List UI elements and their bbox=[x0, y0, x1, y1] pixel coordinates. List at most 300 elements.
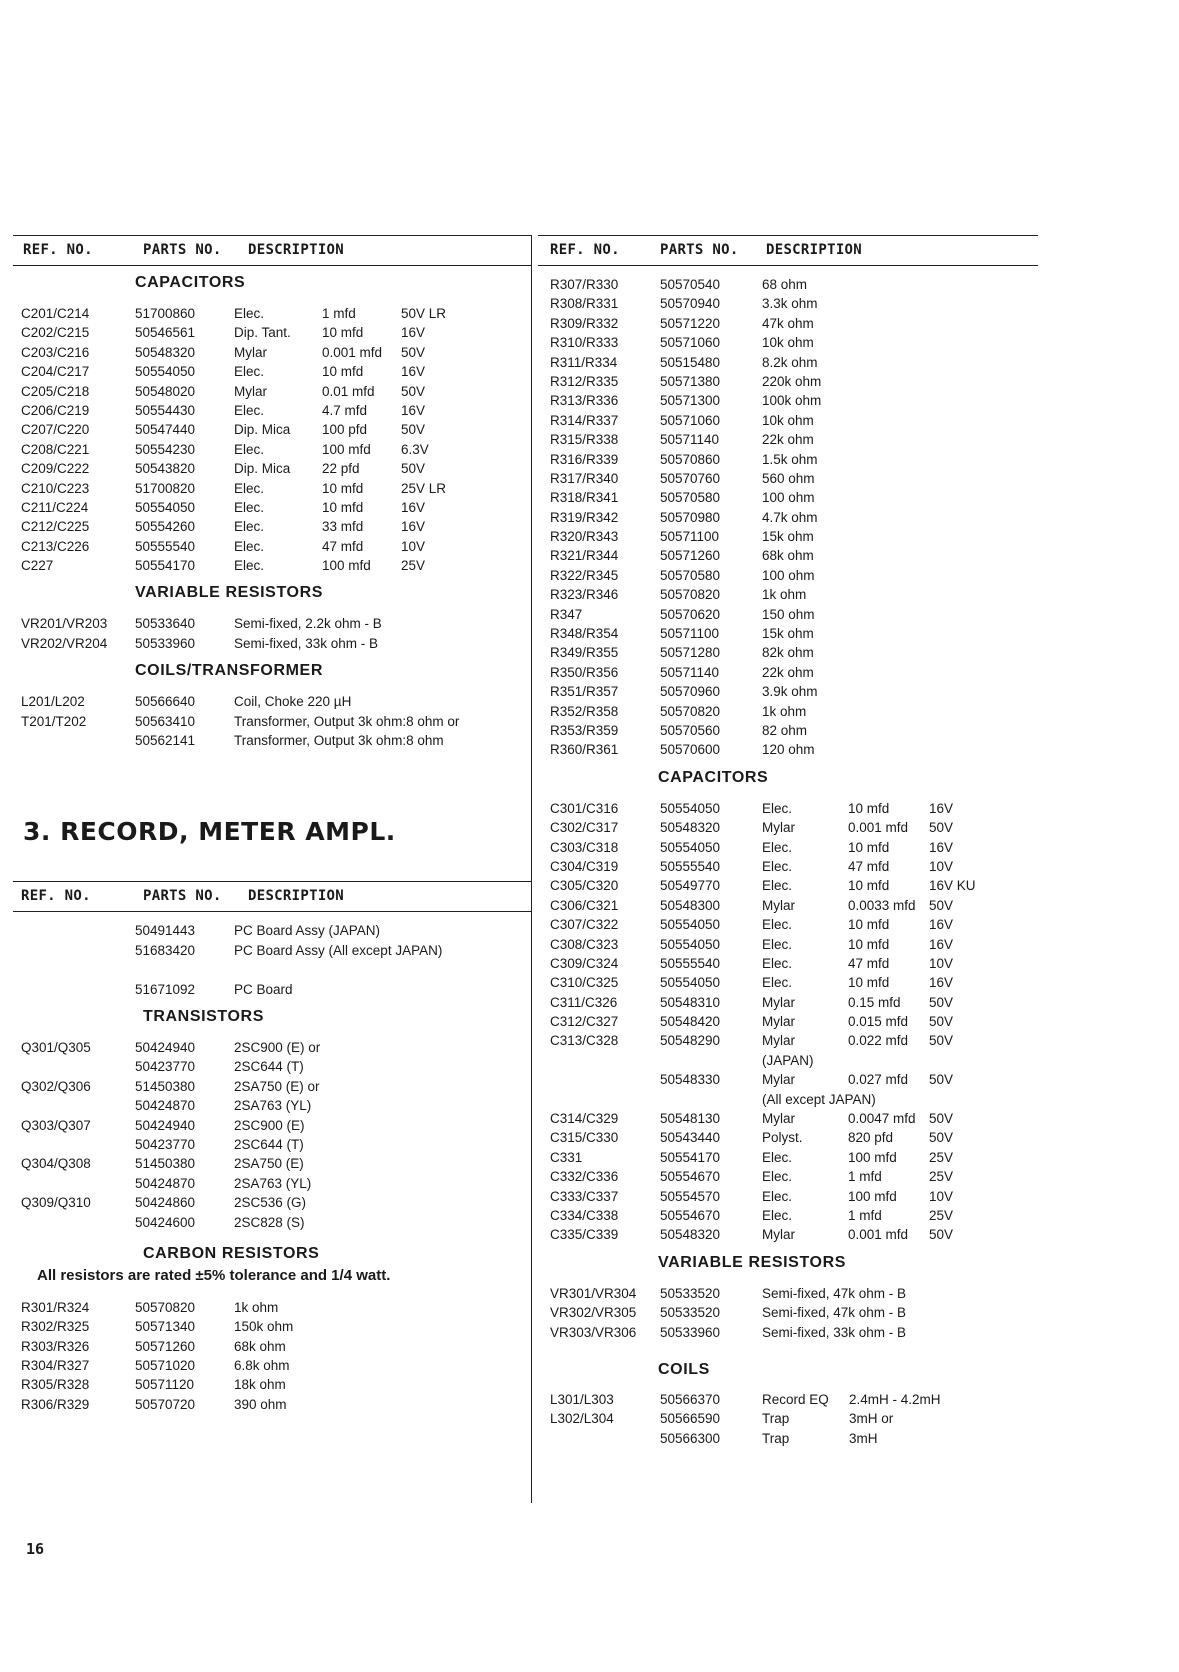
ref-no: C208/C221 bbox=[21, 441, 90, 457]
part-no: 50562141 bbox=[135, 733, 196, 749]
value: 10 mfd bbox=[848, 917, 890, 933]
page-number: 16 bbox=[26, 1540, 45, 1558]
ref-no: R321/R344 bbox=[550, 548, 619, 564]
table-row bbox=[538, 916, 1038, 935]
ref-no: Q303/Q307 bbox=[21, 1117, 91, 1133]
part-no: 50571300 bbox=[660, 393, 721, 409]
value: 0.022 mfd bbox=[848, 1033, 909, 1049]
rating: 50V bbox=[929, 1130, 954, 1146]
description: Elec. bbox=[762, 800, 793, 816]
table-row bbox=[13, 961, 531, 980]
value: 0.027 mfd bbox=[848, 1072, 909, 1088]
part-no: 50533640 bbox=[135, 616, 196, 632]
section-title: TRANSISTORS bbox=[143, 1007, 264, 1025]
part-no: 51683420 bbox=[135, 942, 196, 958]
part-no: 50548330 bbox=[660, 1072, 721, 1088]
value: 0.01 mfd bbox=[322, 383, 375, 399]
part-no: 50570760 bbox=[660, 470, 721, 486]
table-row bbox=[13, 713, 531, 732]
part-no: 50554170 bbox=[135, 558, 196, 574]
ref-no: C227 bbox=[21, 558, 54, 574]
table-row bbox=[538, 1207, 1038, 1226]
description: 220k ohm bbox=[762, 373, 822, 389]
part-no: 50548020 bbox=[135, 383, 196, 399]
value: 10 mfd bbox=[322, 325, 364, 341]
ref-no: R303/R326 bbox=[21, 1338, 90, 1354]
ref-no: C301/C316 bbox=[550, 800, 619, 816]
rating: 16V bbox=[929, 800, 954, 816]
table-row bbox=[13, 305, 531, 324]
part-no: 50424860 bbox=[135, 1195, 196, 1211]
part-no: 50555540 bbox=[135, 538, 196, 554]
table-row bbox=[538, 276, 1038, 295]
ref-no: C311/C326 bbox=[550, 994, 618, 1010]
value: 0.015 mfd bbox=[848, 1014, 909, 1030]
table-row bbox=[538, 489, 1038, 508]
description: Mylar bbox=[762, 1227, 795, 1243]
left-column bbox=[13, 235, 531, 1415]
description: Elec. bbox=[762, 878, 793, 894]
rating: 50V bbox=[929, 994, 954, 1010]
left-top-sections bbox=[13, 266, 531, 751]
description: 2SC828 (S) bbox=[234, 1214, 305, 1230]
table-row bbox=[13, 421, 531, 440]
header-parts: PARTS NO. bbox=[143, 888, 222, 905]
part-no: 50554230 bbox=[135, 441, 196, 457]
part-no: 50548300 bbox=[660, 897, 721, 913]
ref-no: R315/R338 bbox=[550, 432, 619, 448]
rating: 6.3V bbox=[401, 441, 429, 457]
ref-no: C312/C327 bbox=[550, 1014, 619, 1030]
description: Elec. bbox=[762, 917, 793, 933]
table-row bbox=[538, 722, 1038, 741]
value: 10 mfd bbox=[848, 936, 890, 952]
part-no: 50571340 bbox=[135, 1319, 196, 1335]
ref-no: R322/R345 bbox=[550, 567, 619, 583]
part-no: 50570820 bbox=[135, 1299, 196, 1315]
table-row bbox=[13, 1194, 531, 1213]
table-row bbox=[538, 1013, 1038, 1032]
description: 2SA750 (E) or bbox=[234, 1078, 320, 1094]
description: Elec. bbox=[234, 402, 265, 418]
ref-no: VR202/VR204 bbox=[21, 635, 108, 651]
description: Semi-fixed, 33k ohm - B bbox=[762, 1324, 907, 1340]
description: Elec. bbox=[234, 480, 265, 496]
description: Elec. bbox=[762, 1188, 793, 1204]
header-ref: REF. NO. bbox=[23, 242, 93, 258]
rating: 16V bbox=[401, 499, 426, 515]
table-row bbox=[13, 1396, 531, 1415]
table-row bbox=[538, 528, 1038, 547]
part-no: 50571140 bbox=[660, 664, 720, 680]
table-row bbox=[13, 538, 531, 557]
description: 2SC644 (T) bbox=[234, 1136, 304, 1152]
description: 100k ohm bbox=[762, 393, 822, 409]
part-no: 50554670 bbox=[660, 1169, 721, 1185]
part-no: 51671092 bbox=[135, 981, 196, 997]
rating: 25V LR bbox=[401, 480, 447, 496]
section-title: VARIABLE RESISTORS bbox=[135, 584, 324, 602]
part-no: 50571260 bbox=[660, 548, 721, 564]
ref-no: C335/C339 bbox=[550, 1227, 619, 1243]
description: 100 ohm bbox=[762, 490, 815, 506]
ref-no: C305/C320 bbox=[550, 878, 619, 894]
table-row bbox=[538, 373, 1038, 392]
section-title: COILS bbox=[658, 1360, 710, 1378]
description: Elec. bbox=[762, 1207, 793, 1223]
ref-no: R305/R328 bbox=[21, 1377, 90, 1393]
part-no: 50548130 bbox=[660, 1111, 721, 1127]
description: Elec. bbox=[234, 519, 265, 535]
part-no: 50554670 bbox=[660, 1207, 721, 1223]
part-no: 50570620 bbox=[660, 606, 721, 622]
table-row bbox=[538, 625, 1038, 644]
rating: 10V bbox=[929, 858, 954, 874]
description: Polyst. bbox=[762, 1130, 803, 1146]
value: 100 mfd bbox=[848, 1188, 897, 1204]
value: 10 mfd bbox=[848, 975, 890, 991]
table-row bbox=[538, 819, 1038, 838]
description: Elec. bbox=[762, 1169, 793, 1185]
value: 100 pfd bbox=[322, 422, 368, 438]
description: PC Board bbox=[234, 981, 293, 997]
table-row bbox=[538, 1226, 1038, 1245]
description: Mylar bbox=[234, 344, 267, 360]
ref-no: R301/R324 bbox=[21, 1299, 90, 1315]
part-no: 50571220 bbox=[660, 315, 721, 331]
description: Dip. Mica bbox=[234, 461, 291, 477]
table-row bbox=[13, 1155, 531, 1174]
header-desc: DESCRIPTION bbox=[248, 888, 345, 905]
description: PC Board Assy (JAPAN) bbox=[234, 923, 381, 939]
description: 1k ohm bbox=[762, 703, 807, 719]
description: Elec. bbox=[762, 955, 793, 971]
description: Elec. bbox=[762, 1149, 793, 1165]
ref-no: C210/C223 bbox=[21, 480, 90, 496]
description: 82 ohm bbox=[762, 722, 808, 738]
part-no: 50548420 bbox=[660, 1014, 721, 1030]
description: 2SC536 (G) bbox=[234, 1195, 307, 1211]
header-parts: PARTS NO. bbox=[143, 242, 222, 258]
transistor-list bbox=[13, 1039, 531, 1233]
ref-no: R311/R334 bbox=[550, 354, 618, 370]
table-row bbox=[13, 1338, 531, 1357]
description: 68k ohm bbox=[762, 548, 814, 564]
table-row bbox=[13, 441, 531, 460]
part-no: 50570560 bbox=[660, 722, 721, 738]
part-no: 50549770 bbox=[660, 878, 721, 894]
ref-no: C333/C337 bbox=[550, 1188, 619, 1204]
part-no: 50548290 bbox=[660, 1033, 721, 1049]
part-no: 50555540 bbox=[660, 955, 721, 971]
table-row bbox=[13, 1058, 531, 1077]
value: 100 mfd bbox=[322, 558, 371, 574]
description: Mylar bbox=[762, 994, 795, 1010]
section3-title: 3. RECORD, METER AMPL. bbox=[23, 817, 396, 847]
table-row bbox=[538, 1091, 1038, 1110]
table-row bbox=[538, 392, 1038, 411]
ref-no: C304/C319 bbox=[550, 858, 619, 874]
part-no: 50570600 bbox=[660, 742, 721, 758]
table-header-section3 bbox=[13, 881, 531, 912]
ref-no: R310/R333 bbox=[550, 335, 619, 351]
description: Mylar bbox=[234, 383, 267, 399]
ref-no: C203/C216 bbox=[21, 344, 90, 360]
table-row bbox=[538, 974, 1038, 993]
table-row bbox=[13, 1214, 531, 1233]
rating: 10V bbox=[401, 538, 426, 554]
variable-resistor-list bbox=[538, 1285, 1038, 1343]
rating: 25V bbox=[401, 558, 426, 574]
rating: 10V bbox=[929, 955, 954, 971]
part-no: 51700860 bbox=[135, 306, 196, 321]
rating: 25V bbox=[929, 1207, 954, 1223]
right-column bbox=[538, 235, 1038, 1449]
ref-no: Q304/Q308 bbox=[21, 1156, 91, 1172]
value: 0.0047 mfd bbox=[848, 1111, 916, 1127]
description: Semi-fixed, 2.2k ohm - B bbox=[234, 616, 382, 632]
description: Mylar bbox=[762, 1033, 795, 1049]
rating: 50V bbox=[401, 383, 426, 399]
part-no: 50423770 bbox=[135, 1136, 196, 1152]
header-ref: REF. NO. bbox=[550, 242, 620, 258]
ref-no: C201/C214 bbox=[21, 306, 90, 321]
table-row bbox=[538, 994, 1038, 1013]
rating: 16V bbox=[401, 325, 426, 341]
part-no: 51450380 bbox=[135, 1156, 196, 1172]
table-row bbox=[13, 1117, 531, 1136]
ref-no: R307/R330 bbox=[550, 277, 619, 292]
description: Semi-fixed, 33k ohm - B bbox=[234, 635, 379, 651]
table-row bbox=[538, 586, 1038, 605]
section-title: CAPACITORS bbox=[135, 274, 246, 291]
ref-no: C332/C336 bbox=[550, 1169, 619, 1185]
table-row bbox=[13, 1039, 531, 1058]
table-row bbox=[538, 567, 1038, 586]
ref-no: C212/C225 bbox=[21, 519, 90, 535]
table-row bbox=[13, 1097, 531, 1116]
value: 0.001 mfd bbox=[322, 344, 383, 360]
description: 82k ohm bbox=[762, 645, 814, 661]
value: 22 pfd bbox=[322, 461, 360, 477]
description: Mylar bbox=[762, 1014, 795, 1030]
table-row bbox=[538, 295, 1038, 314]
table-row bbox=[13, 480, 531, 499]
description: Dip. Mica bbox=[234, 422, 291, 438]
rating: 16V bbox=[401, 519, 426, 535]
description: 1k ohm bbox=[234, 1299, 279, 1315]
description: 22k ohm bbox=[762, 664, 814, 680]
description: 1k ohm bbox=[762, 587, 807, 603]
ref-no: R312/R335 bbox=[550, 373, 619, 389]
table-row bbox=[538, 1391, 1038, 1410]
description: Elec. bbox=[762, 975, 793, 991]
ref-no: C209/C222 bbox=[21, 461, 90, 477]
description: Trap bbox=[762, 1430, 790, 1446]
ref-no: C204/C217 bbox=[21, 364, 90, 380]
header-ref: REF. NO. bbox=[21, 888, 91, 905]
description: PC Board Assy (All except JAPAN) bbox=[234, 942, 443, 958]
part-no: 50548320 bbox=[660, 820, 721, 836]
ref-no: T201/T202 bbox=[21, 713, 87, 729]
ref-no: C307/C322 bbox=[550, 917, 619, 933]
rating: 16V bbox=[929, 975, 954, 991]
description: Elec. bbox=[234, 538, 265, 554]
coil-list bbox=[538, 1391, 1038, 1449]
table-row bbox=[538, 664, 1038, 683]
ref-no: VR201/VR203 bbox=[21, 616, 108, 632]
table-header-left bbox=[13, 235, 531, 266]
value: 1 mfd bbox=[322, 306, 356, 321]
ref-no: R320/R343 bbox=[550, 529, 619, 545]
value: 10 mfd bbox=[848, 839, 890, 855]
ref-no: R317/R340 bbox=[550, 470, 619, 486]
header-desc: DESCRIPTION bbox=[248, 242, 345, 258]
value: 47 mfd bbox=[848, 858, 890, 874]
rating: 50V bbox=[929, 1072, 954, 1088]
value: 4.7 mfd bbox=[322, 402, 368, 418]
table-row bbox=[13, 460, 531, 479]
part-no: 50543440 bbox=[660, 1130, 721, 1146]
value: 47 mfd bbox=[848, 955, 890, 971]
table-row bbox=[538, 451, 1038, 470]
table-row bbox=[538, 1071, 1038, 1090]
description: 47k ohm bbox=[762, 315, 814, 331]
part-no: 50424870 bbox=[135, 1098, 196, 1114]
value: 10 mfd bbox=[848, 800, 890, 816]
resistor-list bbox=[538, 276, 1038, 761]
description: Transformer, Output 3k ohm:8 ohm or bbox=[234, 713, 460, 729]
ref-no: R308/R331 bbox=[550, 296, 619, 312]
ref-no: R349/R355 bbox=[550, 645, 619, 661]
description: Semi-fixed, 47k ohm - B bbox=[762, 1305, 907, 1321]
table-row bbox=[13, 981, 531, 1000]
part-no: 50571260 bbox=[135, 1338, 196, 1354]
part-no: 50571020 bbox=[135, 1358, 196, 1374]
part-no: 50554050 bbox=[660, 936, 721, 952]
table-row bbox=[538, 683, 1038, 702]
part-no: 50423770 bbox=[135, 1059, 196, 1075]
table-row bbox=[13, 1136, 531, 1155]
ref-no: C315/C330 bbox=[550, 1130, 619, 1146]
table-row bbox=[13, 324, 531, 343]
description: Elec. bbox=[234, 364, 265, 380]
description: 68k ohm bbox=[234, 1338, 286, 1354]
ref-no: C206/C219 bbox=[21, 402, 90, 418]
part-no: 50554260 bbox=[135, 519, 196, 535]
value: 3mH or bbox=[849, 1411, 894, 1427]
description: Mylar bbox=[762, 1072, 795, 1088]
board-list bbox=[13, 922, 531, 1000]
part-no: 50554050 bbox=[135, 499, 196, 515]
table-row bbox=[13, 402, 531, 421]
value: 100 mfd bbox=[322, 441, 371, 457]
part-no: 50533960 bbox=[135, 635, 196, 651]
description: Elec. bbox=[234, 306, 265, 321]
description: 15k ohm bbox=[762, 626, 814, 642]
table-row bbox=[538, 741, 1038, 760]
rating: 50V bbox=[929, 897, 954, 913]
description: 2SC900 (E) bbox=[234, 1117, 305, 1133]
description: Coil, Choke 220 µH bbox=[234, 694, 352, 710]
part-no: 50554050 bbox=[660, 917, 721, 933]
part-no: 50571140 bbox=[660, 432, 720, 448]
part-no: 50554570 bbox=[660, 1188, 721, 1204]
table-row bbox=[13, 942, 531, 961]
table-row bbox=[538, 315, 1038, 334]
description: Semi-fixed, 47k ohm - B bbox=[762, 1285, 907, 1301]
value: 3mH bbox=[849, 1430, 878, 1446]
rating: 50V LR bbox=[401, 306, 447, 321]
rating: 25V bbox=[929, 1149, 954, 1165]
description: 18k ohm bbox=[234, 1377, 286, 1393]
value: 0.001 mfd bbox=[848, 1227, 909, 1243]
description: 3.3k ohm bbox=[762, 296, 818, 312]
ref-no: C310/C325 bbox=[550, 975, 619, 991]
description: Elec. bbox=[234, 558, 265, 574]
rating: 50V bbox=[929, 1227, 954, 1243]
rating: 16V KU bbox=[929, 878, 976, 894]
description: 2SA763 (YL) bbox=[234, 1175, 312, 1191]
ref-no: L201/L202 bbox=[21, 694, 85, 710]
rating: 16V bbox=[401, 402, 426, 418]
description: Transformer, Output 3k ohm:8 ohm bbox=[234, 733, 444, 749]
description: Mylar bbox=[762, 820, 795, 836]
table-row bbox=[13, 383, 531, 402]
description: Elec. bbox=[762, 936, 793, 952]
description: 100 ohm bbox=[762, 567, 815, 583]
part-no: 50555540 bbox=[660, 858, 721, 874]
ref-no: C213/C226 bbox=[21, 538, 90, 554]
ref-no: Q301/Q305 bbox=[21, 1039, 91, 1055]
ref-no: C308/C323 bbox=[550, 936, 619, 952]
description: 2SA763 (YL) bbox=[234, 1098, 312, 1114]
ref-no: Q302/Q306 bbox=[21, 1078, 91, 1094]
table-row bbox=[538, 547, 1038, 566]
part-no: 50571120 bbox=[135, 1377, 195, 1393]
table-row bbox=[538, 509, 1038, 528]
section-title: CAPACITORS bbox=[658, 768, 769, 786]
description: Mylar bbox=[762, 897, 795, 913]
value: 33 mfd bbox=[322, 519, 364, 535]
ref-no: Q309/Q310 bbox=[21, 1195, 91, 1211]
table-row bbox=[13, 693, 531, 712]
part-no: 50554430 bbox=[135, 402, 196, 418]
part-no: 50546561 bbox=[135, 325, 196, 341]
table-row bbox=[538, 1052, 1038, 1071]
ref-no: C331 bbox=[550, 1149, 583, 1165]
part-no: 50571060 bbox=[660, 412, 721, 428]
rating: 50V bbox=[929, 1014, 954, 1030]
ref-no: R348/R354 bbox=[550, 626, 619, 642]
part-no: 50570940 bbox=[660, 296, 721, 312]
description: 120 ohm bbox=[762, 742, 815, 758]
value: 820 pfd bbox=[848, 1130, 894, 1146]
value: 1 mfd bbox=[848, 1169, 882, 1185]
ref-no: R304/R327 bbox=[21, 1358, 90, 1374]
section-title: CARBON RESISTORS bbox=[143, 1244, 320, 1262]
description: Elec. bbox=[762, 858, 793, 874]
rating: 16V bbox=[929, 936, 954, 952]
part-no: 51700820 bbox=[135, 480, 196, 496]
ref-no: C309/C324 bbox=[550, 955, 619, 971]
value: 10 mfd bbox=[322, 499, 364, 515]
part-no: 50548320 bbox=[660, 1227, 721, 1243]
value: 10 mfd bbox=[322, 364, 364, 380]
part-no: 50563410 bbox=[135, 713, 196, 729]
part-no: 50424600 bbox=[135, 1214, 196, 1230]
part-no: 50570820 bbox=[660, 703, 721, 719]
